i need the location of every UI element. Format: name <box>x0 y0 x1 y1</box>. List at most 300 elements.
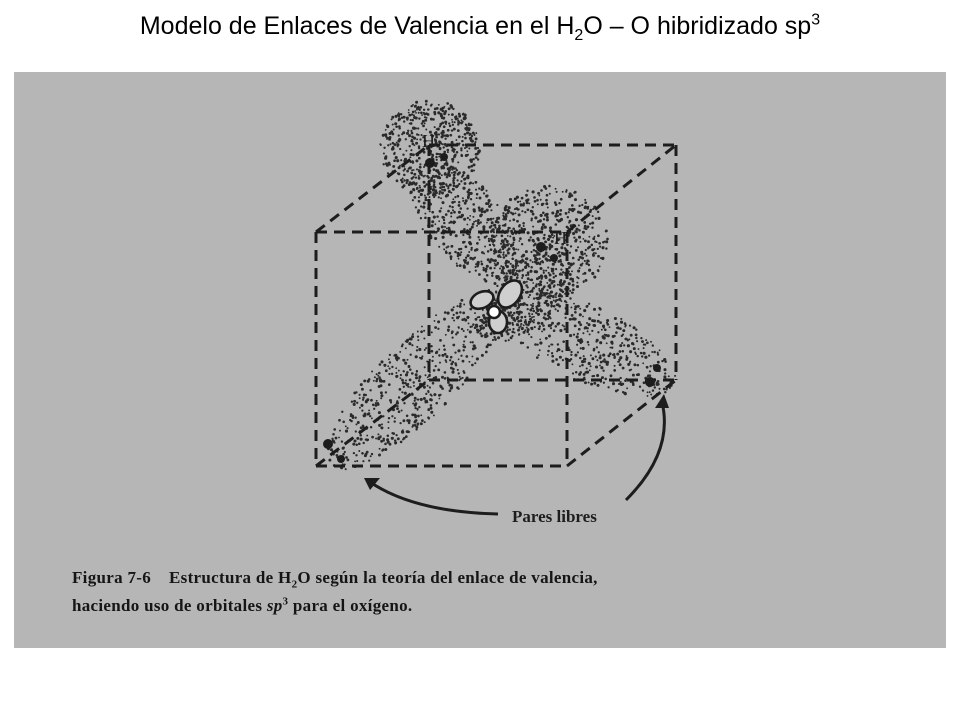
cloud-dot <box>468 322 470 324</box>
cloud-dot <box>543 237 546 240</box>
cloud-dot <box>579 313 582 316</box>
cloud-dot <box>587 341 589 343</box>
cloud-dot <box>519 200 521 202</box>
cloud-dot <box>417 339 419 341</box>
cloud-dot <box>468 166 471 169</box>
cloud-dot <box>408 112 410 114</box>
cloud-dot <box>510 311 513 314</box>
cloud-dot <box>547 267 549 269</box>
cloud-dot <box>590 365 592 367</box>
cloud-dot <box>415 112 417 114</box>
cloud-dot <box>460 378 462 380</box>
cloud-dot <box>482 228 485 231</box>
cloud-dot <box>411 160 413 162</box>
cloud-dot <box>381 423 383 425</box>
cloud-dot <box>619 350 622 353</box>
cloud-dot <box>642 362 644 364</box>
cloud-dot <box>536 356 539 359</box>
cloud-dot <box>523 304 525 306</box>
cloud-dot <box>398 134 400 136</box>
cloud-dot <box>355 430 357 432</box>
cloud-dot <box>370 426 372 428</box>
cloud-dot <box>445 250 447 252</box>
cloud-dot <box>421 419 424 422</box>
cloud-dot <box>380 384 383 387</box>
cloud-dot <box>464 114 467 117</box>
cloud-dot <box>550 327 552 329</box>
cloud-dot <box>423 113 426 116</box>
cloud-dot <box>458 201 460 203</box>
cloud-dot <box>529 279 531 281</box>
cloud-dot <box>570 306 572 308</box>
cloud-dot <box>466 126 469 129</box>
cloud-dot <box>446 246 448 248</box>
cloud-dot <box>637 364 640 367</box>
cloud-dot <box>450 363 453 366</box>
cloud-dot <box>458 135 461 138</box>
cloud-dot <box>574 191 577 194</box>
orbital-clouds <box>327 100 676 470</box>
cloud-dot <box>442 201 445 204</box>
cloud-dot <box>458 372 460 374</box>
cloud-dot <box>446 194 449 197</box>
cloud-dot <box>408 109 410 111</box>
cloud-dot <box>458 358 460 360</box>
cloud-dot <box>644 343 646 345</box>
cloud-dot <box>555 308 557 310</box>
cloud-dot <box>593 382 596 385</box>
cloud-dot <box>546 194 549 197</box>
cloud-dot <box>515 265 517 267</box>
cloud-dot <box>405 182 407 184</box>
cloud-dot <box>506 240 509 243</box>
cloud-dot <box>536 237 539 240</box>
cloud-dot <box>464 137 467 140</box>
cloud-dot <box>532 240 535 243</box>
cloud-dot <box>370 399 373 402</box>
cloud-dot <box>548 185 551 188</box>
cloud-dot <box>465 199 468 202</box>
cloud-dot <box>433 183 435 185</box>
cloud-dot <box>641 355 643 357</box>
cloud-dot <box>418 377 420 379</box>
cloud-dot <box>462 349 464 351</box>
cloud-dot <box>526 281 528 283</box>
cloud-dot <box>345 425 347 427</box>
cloud-dot <box>606 319 609 322</box>
cloud-dot <box>363 379 366 382</box>
cloud-dot <box>573 236 575 238</box>
cloud-dot <box>625 358 628 361</box>
cloud-dot <box>358 443 361 446</box>
cloud-dot <box>341 440 343 442</box>
cloud-dot <box>361 452 364 455</box>
cloud-dot <box>548 345 550 347</box>
cloud-dot <box>471 355 473 357</box>
cloud-dot <box>584 206 587 209</box>
cloud-dot <box>434 108 437 111</box>
cloud-dot <box>453 151 455 153</box>
cloud-dot <box>496 228 499 231</box>
cloud-dot <box>469 215 471 217</box>
cloud-dot <box>398 119 400 121</box>
cloud-dot <box>517 324 519 326</box>
cloud-dot <box>478 149 481 152</box>
cloud-dot <box>520 260 523 263</box>
cloud-dot <box>532 282 534 284</box>
cloud-dot <box>396 407 399 410</box>
cloud-dot <box>593 375 595 377</box>
cloud-dot <box>470 169 473 172</box>
cloud-dot <box>377 375 379 377</box>
cloud-dot <box>468 361 470 363</box>
cloud-dot <box>528 266 530 268</box>
cloud-dot <box>534 216 537 219</box>
cloud-dot <box>424 366 426 368</box>
cloud-dot <box>435 402 438 405</box>
lone-pair-electron <box>323 439 333 449</box>
cloud-dot <box>505 254 508 257</box>
cloud-dot <box>579 323 582 326</box>
cloud-dot <box>382 448 385 451</box>
cloud-dot <box>582 231 585 234</box>
cloud-dot <box>456 387 458 389</box>
cloud-dot <box>539 267 542 270</box>
cloud-dot <box>502 244 504 246</box>
cloud-dot <box>418 134 420 136</box>
cloud-dot <box>453 319 455 321</box>
cloud-dot <box>506 279 508 281</box>
cloud-dot <box>619 344 622 347</box>
cloud-dot <box>555 275 557 277</box>
cloud-dot <box>547 350 550 353</box>
cloud-dot <box>447 381 450 384</box>
cloud-dot <box>583 221 586 224</box>
cloud-dot <box>572 372 574 374</box>
cloud-dot <box>620 381 622 383</box>
cloud-dot <box>555 223 558 226</box>
cloud-dot <box>424 195 426 197</box>
cloud-dot <box>436 215 439 218</box>
cloud-dot <box>353 403 356 406</box>
cloud-dot <box>417 127 419 129</box>
cloud-dot <box>558 251 561 254</box>
cloud-dot <box>467 154 469 156</box>
cloud-dot <box>555 188 557 190</box>
cloud-dot <box>538 258 540 260</box>
cloud-dot <box>497 221 500 224</box>
cloud-dot <box>394 122 397 125</box>
cloud-dot <box>577 351 579 353</box>
cloud-dot <box>513 238 516 241</box>
cloud-dot <box>451 201 454 204</box>
cloud-dot <box>464 133 467 136</box>
cloud-dot <box>476 197 478 199</box>
cloud-dot <box>471 247 473 249</box>
cloud-dot <box>447 151 449 153</box>
cloud-dot <box>342 421 345 424</box>
cloud-dot <box>568 282 571 285</box>
cloud-dot <box>551 352 553 354</box>
cloud-dot <box>335 437 338 440</box>
cloud-dot <box>441 192 444 195</box>
cloud-dot <box>520 316 523 319</box>
cloud-dot <box>525 199 528 202</box>
caption-sp: sp <box>266 596 283 615</box>
cloud-dot <box>569 290 571 292</box>
cloud-dot <box>406 179 409 182</box>
cloud-dot <box>455 167 457 169</box>
cloud-dot <box>616 353 619 356</box>
cloud-dot <box>436 351 438 353</box>
cloud-dot <box>380 440 383 443</box>
cloud-dot <box>637 373 640 376</box>
cloud-dot <box>423 397 426 400</box>
cloud-dot <box>545 202 548 205</box>
cloud-dot <box>460 299 463 302</box>
cloud-dot <box>605 229 608 232</box>
cloud-dot <box>518 304 521 307</box>
cloud-dot <box>574 325 577 328</box>
cloud-dot <box>453 184 456 187</box>
cloud-dot <box>605 240 608 243</box>
cloud-dot <box>448 325 451 328</box>
cloud-dot <box>514 197 517 200</box>
cloud-dot <box>596 339 599 342</box>
cloud-dot <box>389 361 391 363</box>
cloud-dot <box>444 226 446 228</box>
cloud-dot <box>442 236 445 239</box>
cloud-dot <box>559 209 562 212</box>
cloud-dot <box>528 333 530 335</box>
cloud-dot <box>532 303 534 305</box>
cloud-dot <box>410 167 412 169</box>
cloud-dot <box>458 183 460 185</box>
cloud-dot <box>527 346 530 349</box>
cloud-dot <box>559 329 562 332</box>
cloud-dot <box>544 226 547 229</box>
cloud-dot <box>463 228 466 231</box>
cloud-dot <box>449 104 452 107</box>
cloud-dot <box>560 268 562 270</box>
cloud-dot <box>434 113 437 116</box>
cloud-dot <box>383 364 386 367</box>
cloud-dot <box>558 202 560 204</box>
cloud-dot <box>456 312 459 315</box>
cloud-dot <box>501 235 504 238</box>
cloud-dot <box>452 221 455 224</box>
cloud-dot <box>512 328 514 330</box>
cloud-dot <box>438 220 440 222</box>
cloud-dot <box>658 388 660 390</box>
cloud-dot <box>659 349 661 351</box>
cloud-dot <box>403 359 406 362</box>
cloud-dot <box>549 317 551 319</box>
cloud-dot <box>473 221 475 223</box>
cloud-dot <box>414 105 417 108</box>
cloud-dot <box>429 398 432 401</box>
cloud-dot <box>596 359 598 361</box>
cloud-dot <box>584 272 587 275</box>
cloud-dot <box>405 347 407 349</box>
cloud-dot <box>622 329 625 332</box>
cloud-dot <box>553 299 555 301</box>
cloud-dot <box>588 269 591 272</box>
cloud-dot <box>476 357 479 360</box>
cloud-dot <box>446 102 449 105</box>
cloud-dot <box>490 218 493 221</box>
cloud-dot <box>462 175 464 177</box>
cloud-dot <box>479 214 482 217</box>
cloud-dot <box>418 117 420 119</box>
cloud-dot <box>416 346 418 348</box>
cloud-dot <box>561 253 563 255</box>
cloud-dot <box>599 356 602 359</box>
cloud-dot <box>549 193 551 195</box>
cloud-dot <box>588 382 590 384</box>
cloud-dot <box>596 374 599 377</box>
cloud-dot <box>420 398 423 401</box>
cloud-dot <box>412 176 414 178</box>
cloud-dot <box>502 212 504 214</box>
cloud-dot <box>492 339 494 341</box>
cloud-dot <box>424 213 426 215</box>
cloud-dot <box>361 388 364 391</box>
cloud-dot <box>413 173 416 176</box>
cloud-dot <box>332 433 335 436</box>
cloud-dot <box>571 194 574 197</box>
cloud-dot <box>352 416 355 419</box>
cloud-dot <box>392 142 395 145</box>
cloud-dot <box>571 363 573 365</box>
cloud-dot <box>560 295 563 298</box>
cloud-dot <box>378 372 381 375</box>
cloud-dot <box>461 328 463 330</box>
cloud-dot <box>396 359 398 361</box>
cloud-dot <box>401 181 404 184</box>
cloud-dot <box>537 322 540 325</box>
cloud-dot <box>380 426 383 429</box>
cloud-dot <box>530 236 532 238</box>
cloud-dot <box>490 209 492 211</box>
cloud-dot <box>345 456 348 459</box>
cloud-dot <box>438 133 440 135</box>
cloud-dot <box>578 224 580 226</box>
cloud-dot <box>462 346 464 348</box>
cloud-dot <box>377 433 379 435</box>
cube-edge <box>567 145 676 232</box>
cloud-dot <box>411 344 413 346</box>
cloud-dot <box>551 233 554 236</box>
cloud-dot <box>548 292 550 294</box>
cloud-dot <box>569 297 571 299</box>
cloud-dot <box>573 333 575 335</box>
cloud-dot <box>607 354 610 357</box>
cloud-dot <box>615 323 618 326</box>
cloud-dot <box>507 252 510 255</box>
cloud-dot <box>463 259 466 262</box>
cloud-dot <box>478 273 481 276</box>
cloud-dot <box>388 358 390 360</box>
cloud-dot <box>462 136 464 138</box>
cloud-dot <box>543 270 545 272</box>
cloud-dot <box>550 301 553 304</box>
cloud-dot <box>475 156 478 159</box>
cloud-dot <box>441 189 443 191</box>
cloud-dot <box>402 153 404 155</box>
cloud-dot <box>412 381 414 383</box>
cloud-dot <box>452 121 454 123</box>
cloud-dot <box>503 256 506 259</box>
cloud-dot <box>359 394 361 396</box>
cloud-dot <box>617 389 619 391</box>
cloud-dot <box>379 363 382 366</box>
cloud-dot <box>606 322 608 324</box>
cloud-dot <box>437 368 440 371</box>
cloud-dot <box>538 288 540 290</box>
cloud-dot <box>443 345 445 347</box>
cloud-dot <box>433 168 436 171</box>
cloud-dot <box>487 250 490 253</box>
cloud-dot <box>466 176 469 179</box>
cloud-dot <box>569 273 572 276</box>
cloud-dot <box>432 356 434 358</box>
cloud-dot <box>403 116 406 119</box>
cloud-dot <box>448 107 451 110</box>
cloud-dot <box>614 317 617 320</box>
cloud-dot <box>414 110 416 112</box>
cloud-dot <box>462 360 465 363</box>
cloud-dot <box>575 218 578 221</box>
cloud-dot <box>413 196 416 199</box>
cloud-dot <box>527 208 530 211</box>
cloud-dot <box>569 278 572 281</box>
cloud-dot <box>425 103 427 105</box>
cloud-dot <box>496 285 498 287</box>
caption-text-3: haciendo uso de orbitales <box>72 596 267 615</box>
cloud-dot <box>475 318 478 321</box>
caption-superscript: 3 <box>282 595 289 608</box>
cloud-dot <box>419 166 422 169</box>
cloud-dot <box>378 424 381 427</box>
cloud-dot <box>553 305 556 308</box>
cloud-dot <box>477 261 480 264</box>
cloud-dot <box>533 319 535 321</box>
cloud-dot <box>438 196 440 198</box>
cloud-dot <box>388 383 391 386</box>
cloud-dot <box>470 165 473 168</box>
cloud-dot <box>522 222 525 225</box>
cloud-dot <box>601 257 603 259</box>
cloud-dot <box>585 255 587 257</box>
cloud-dot <box>603 326 605 328</box>
cloud-dot <box>571 314 574 317</box>
cloud-dot <box>557 219 559 221</box>
cloud-dot <box>447 185 449 187</box>
cloud-dot <box>444 311 447 314</box>
cloud-dot <box>443 318 446 321</box>
cloud-dot <box>638 348 640 350</box>
cloud-dot <box>435 314 437 316</box>
cloud-dot <box>410 354 412 356</box>
cloud-dot <box>438 349 440 351</box>
cloud-dot <box>386 438 389 441</box>
cloud-dot <box>451 129 453 131</box>
figure-number: Figura 7-6 <box>72 568 152 587</box>
cloud-dot <box>411 143 414 146</box>
cloud-dot <box>505 214 507 216</box>
cloud-dot <box>540 309 543 312</box>
